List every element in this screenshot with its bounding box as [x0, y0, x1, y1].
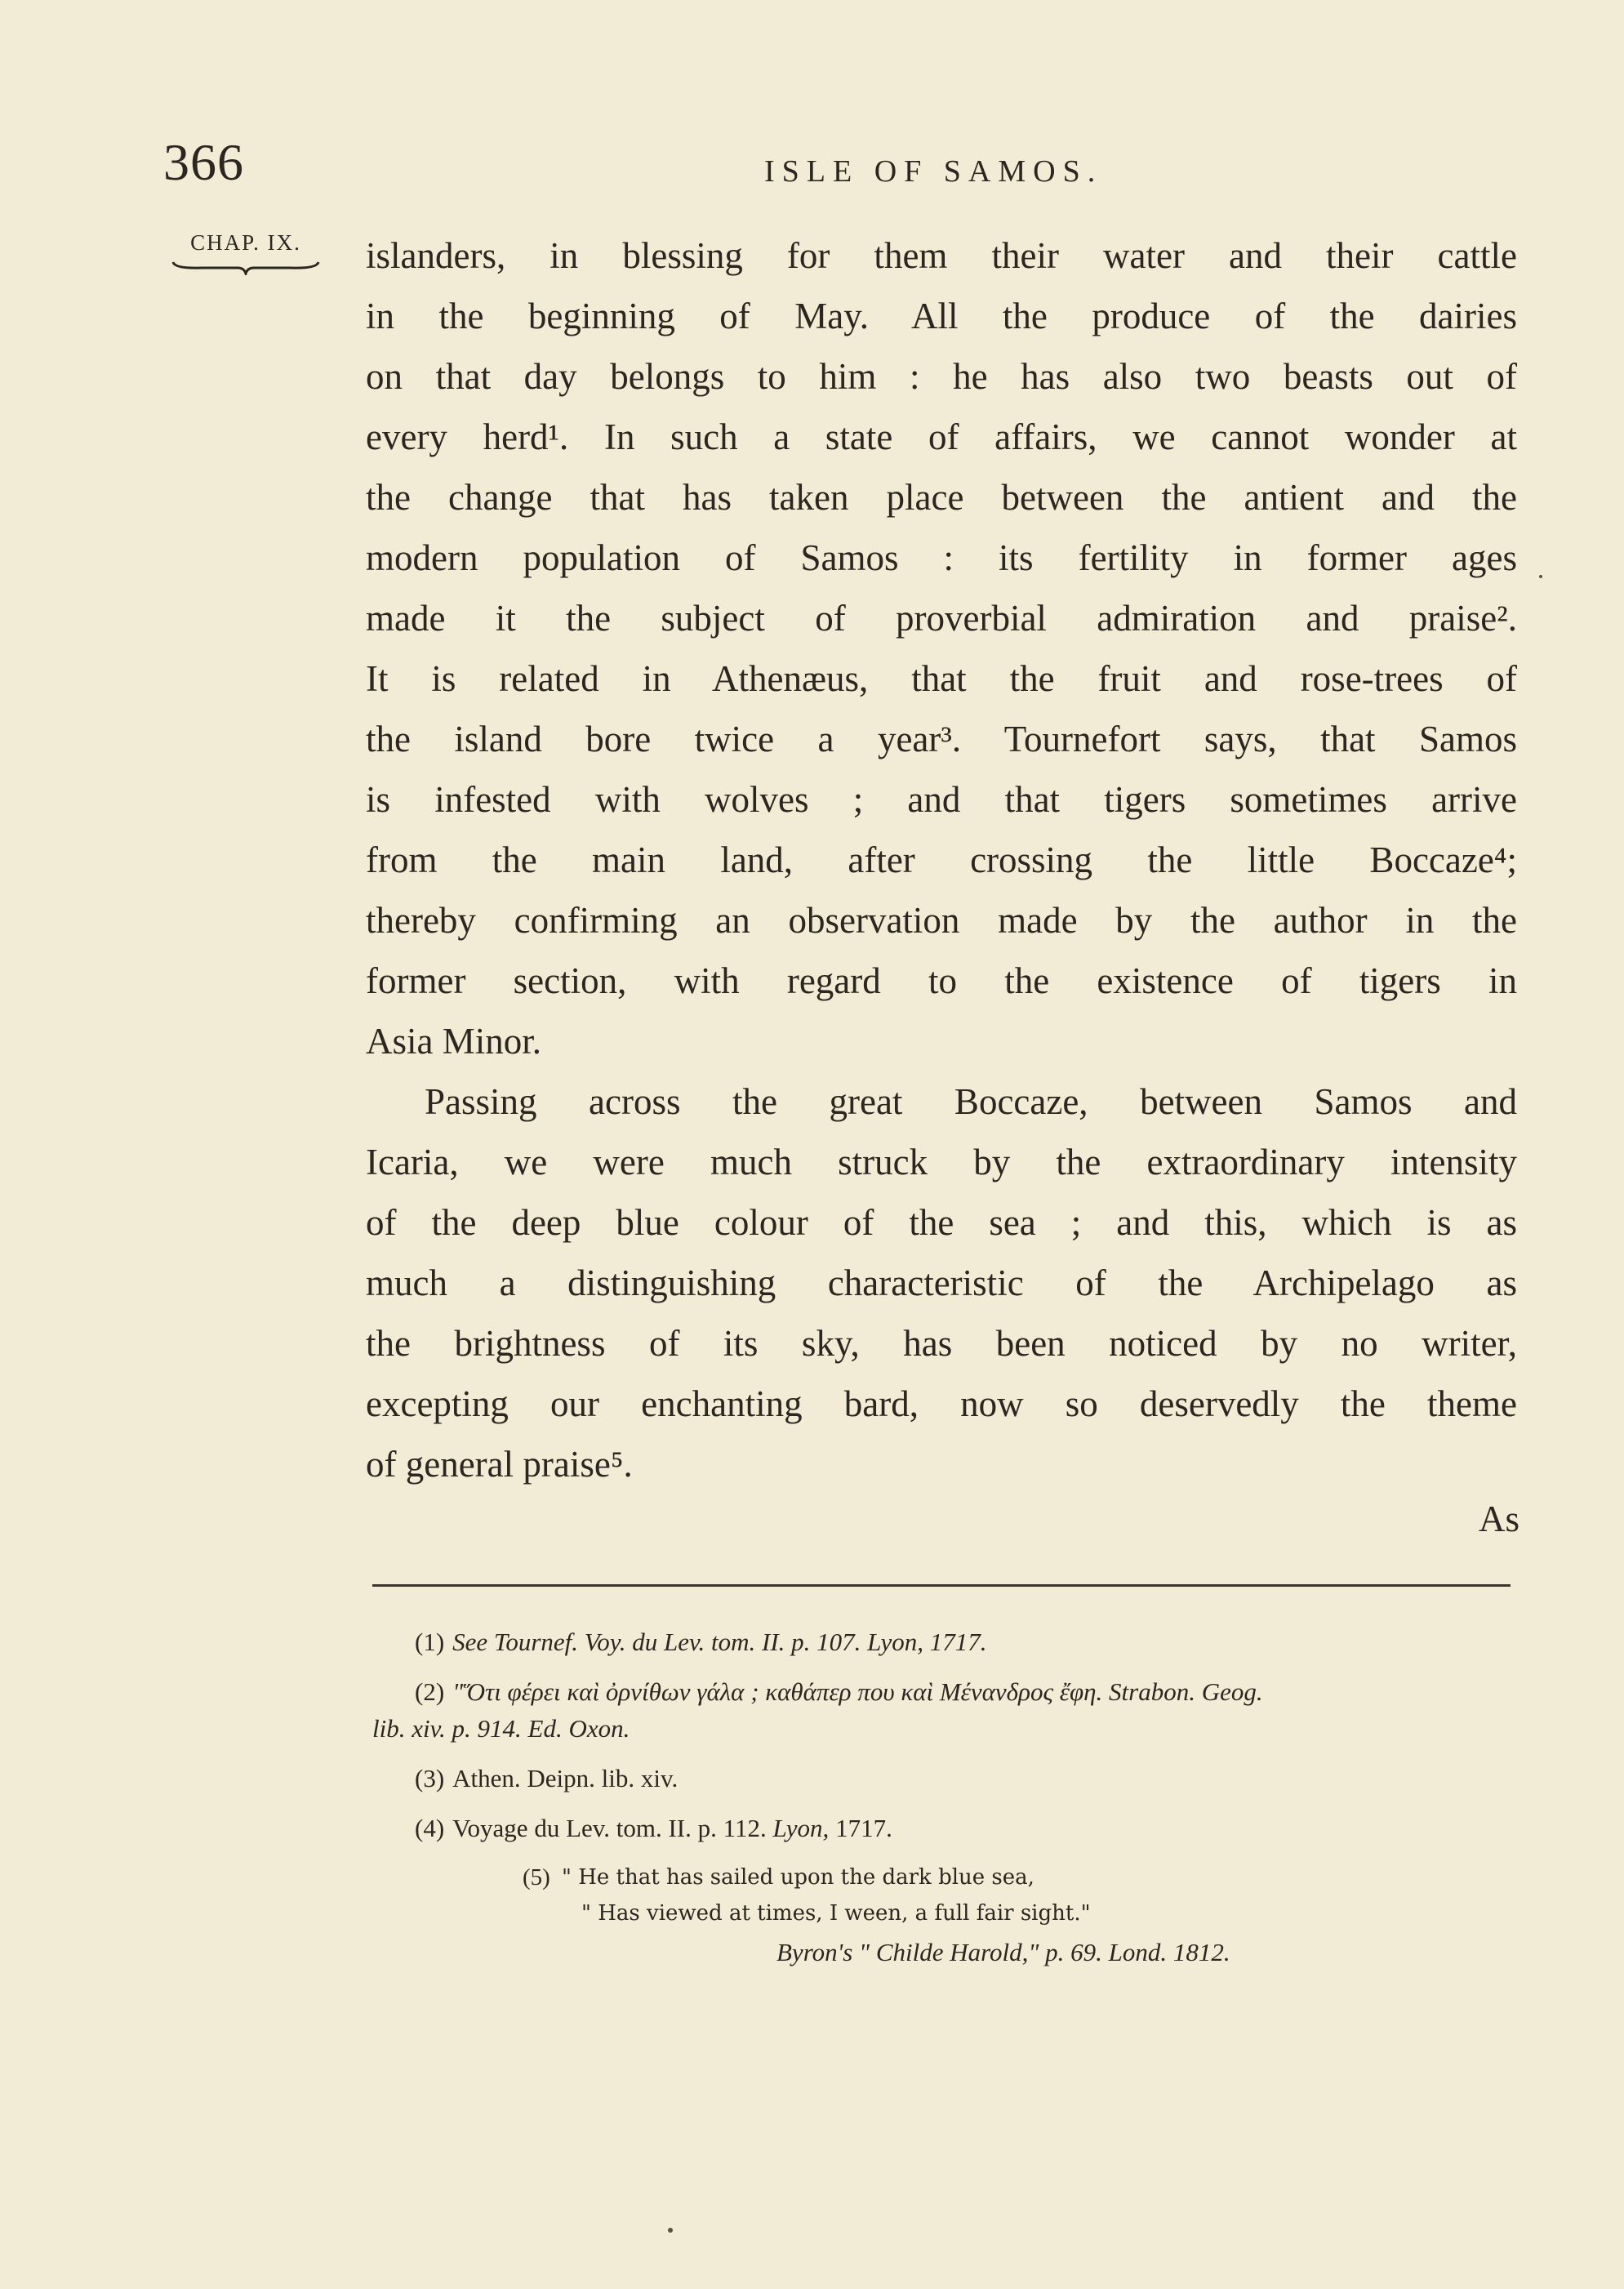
verse-attribution: Byron's " Childe Harold," p. 69. Lond. 1812. [776, 1938, 1230, 1966]
text-line: of the deep blue colour of the sea ; and this, which is as [366, 1202, 1517, 1243]
footnote-text: See Tournef. Voy. du Lev. tom. II. p. 107. Lyon, 1717. [452, 1628, 987, 1656]
text-line: the island bore twice a year³. Tournefort says, that Samos [366, 719, 1517, 759]
text-line: Icaria, we were much struck by the extraordinary intensity [366, 1142, 1517, 1182]
footnote-text: "Ὅτι φέρει καὶ ὀρνίθων γάλα ; καθάπερ που καὶ Μένανδρος ἔφη. Strabon. Geog. [452, 1677, 1263, 1706]
text-line: Passing across the great Boccaze, between Samos and [425, 1081, 1517, 1122]
paper-speck [1539, 575, 1542, 578]
text-line: It is related in Athenæus, that the fruit and rose-trees of [366, 658, 1517, 699]
text-line: excepting our enchanting bard, now so deservedly the theme [366, 1383, 1517, 1424]
text-line: former section, with regard to the existence of tigers in [366, 960, 1517, 1001]
running-head: ISLE OF SAMOS. [764, 154, 1103, 189]
text-line: islanders, in blessing for them their water and their cattle [366, 235, 1517, 276]
text-line: on that day belongs to him : he has also two beasts out of [366, 356, 1517, 397]
chapter-label: CHAP. IX. [190, 230, 301, 255]
chapter-brace-ornament [168, 257, 323, 275]
chapter-margin-note [168, 230, 323, 275]
text-line: thereby confirming an observation made by the author in the [366, 900, 1517, 941]
footnote-4 [372, 1810, 1515, 1846]
page-number: 366 [163, 133, 244, 191]
text-line: is infested with wolves ; and that tigers sometimes arrive [366, 779, 1517, 820]
footnote-3 [372, 1760, 1515, 1797]
footnote-1 [372, 1623, 1515, 1660]
text-line: of general praise⁵. [366, 1444, 633, 1485]
footnote-continuation: lib. xiv. p. 914. Ed. Oxon. [372, 1714, 630, 1743]
footnote-2 [372, 1673, 1515, 1747]
verse-line: " He that has sailed upon the dark blue sea, [562, 1865, 1034, 1890]
text-line: from the main land, after crossing the little Boccaze⁴; [366, 839, 1517, 880]
catchword: As [1478, 1499, 1519, 1539]
footnote-number: (1) [415, 1628, 445, 1656]
footnote-text: Athen. Deipn. lib. xiv. [452, 1764, 679, 1792]
footnote-number: (3) [415, 1764, 445, 1792]
footnote-year: 1717. [835, 1814, 892, 1842]
footnote-number: (5) [523, 1864, 550, 1890]
paper-speck [668, 2228, 673, 2233]
text-line: much a distinguishing characteristic of the Archipelago as [366, 1263, 1517, 1303]
footnote-number: (4) [415, 1814, 445, 1842]
text-line: the brightness of its sky, has been noticed by no writer, [366, 1323, 1517, 1364]
text-line: Asia Minor. [366, 1021, 542, 1062]
footnote-text: Voyage du Lev. tom. II. p. 112. [452, 1814, 767, 1842]
text-line: made it the subject of proverbial admiration and praise². [366, 598, 1517, 639]
text-line: the change that has taken place between the antient and the [366, 477, 1517, 518]
body-text [366, 225, 1517, 1494]
text-line: in the beginning of May. All the produce of the dairies [366, 296, 1517, 336]
text-line: every herd¹. In such a state of affairs, we cannot wonder at [366, 416, 1517, 457]
footnote-rule [372, 1584, 1511, 1587]
footnote-place: Lyon, [772, 1814, 830, 1842]
footnote-5 [372, 1859, 1515, 1971]
footnote-number: (2) [415, 1677, 445, 1706]
text-line: modern population of Samos : its fertility in former ages [366, 537, 1517, 578]
footnotes [372, 1623, 1515, 1984]
verse-line: " Has viewed at times, I ween, a full fair sight." [581, 1901, 1091, 1926]
